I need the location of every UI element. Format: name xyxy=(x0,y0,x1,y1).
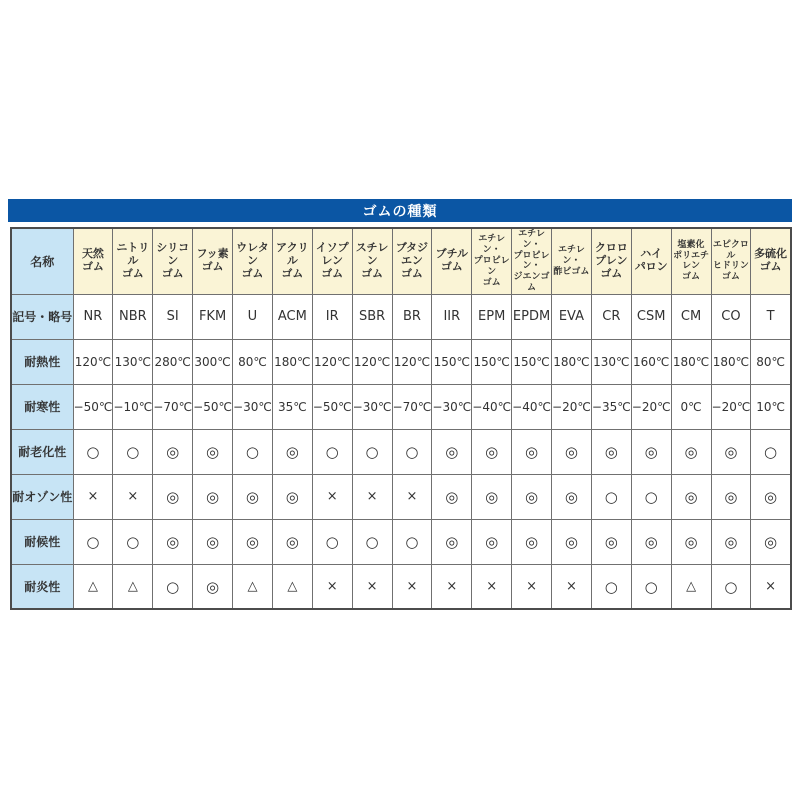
table-row xyxy=(11,474,791,519)
cell-weather-IR: ○ xyxy=(312,519,352,564)
table-row xyxy=(11,519,791,564)
cell-flame-ACM: △ xyxy=(272,564,312,609)
column-header-NBR: ニトリル ゴム xyxy=(113,228,153,294)
cell-weather-SBR: ○ xyxy=(352,519,392,564)
cell-code-U: U xyxy=(233,294,273,339)
table-row xyxy=(11,339,791,384)
row-header: 耐炎性 xyxy=(11,564,73,609)
column-header-SBR: スチレン ゴム xyxy=(352,228,392,294)
cell-flame-EVA: × xyxy=(552,564,592,609)
cell-heat-SI: 280℃ xyxy=(153,339,193,384)
cell-flame-CM: △ xyxy=(671,564,711,609)
cell-flame-EPM: × xyxy=(472,564,512,609)
cell-heat-EPDM: 150℃ xyxy=(512,339,552,384)
cell-ozone-SBR: × xyxy=(352,474,392,519)
table-row xyxy=(11,429,791,474)
column-header-CO: エピクロル ヒドリン ゴム xyxy=(711,228,751,294)
cell-cold-IR: −50℃ xyxy=(312,384,352,429)
column-header-SI: シリコン ゴム xyxy=(153,228,193,294)
cell-ozone-CM: ◎ xyxy=(671,474,711,519)
cell-heat-NR: 120℃ xyxy=(73,339,113,384)
column-header-NR: 天然 ゴム xyxy=(73,228,113,294)
cell-aging-EPM: ◎ xyxy=(472,429,512,474)
cell-ozone-CO: ◎ xyxy=(711,474,751,519)
cell-weather-U: ◎ xyxy=(233,519,273,564)
cell-code-BR: BR xyxy=(392,294,432,339)
cell-aging-U: ○ xyxy=(233,429,273,474)
column-header-CSM: ハイ パロン xyxy=(631,228,671,294)
cell-cold-CO: −20℃ xyxy=(711,384,751,429)
cell-flame-BR: × xyxy=(392,564,432,609)
cell-code-IR: IR xyxy=(312,294,352,339)
cell-weather-CSM: ◎ xyxy=(631,519,671,564)
cell-flame-SBR: × xyxy=(352,564,392,609)
cell-flame-SI: ○ xyxy=(153,564,193,609)
column-header-IIR: ブチル ゴム xyxy=(432,228,472,294)
row-header: 記号・略号 xyxy=(11,294,73,339)
column-header-CM: 塩素化 ポリエチレン ゴム xyxy=(671,228,711,294)
cell-aging-SBR: ○ xyxy=(352,429,392,474)
cell-heat-U: 80℃ xyxy=(233,339,273,384)
cell-ozone-CR: ○ xyxy=(591,474,631,519)
cell-heat-SBR: 120℃ xyxy=(352,339,392,384)
cell-heat-FKM: 300℃ xyxy=(193,339,233,384)
cell-weather-BR: ○ xyxy=(392,519,432,564)
cell-code-CR: CR xyxy=(591,294,631,339)
cell-ozone-T: ◎ xyxy=(751,474,791,519)
cell-flame-CSM: ○ xyxy=(631,564,671,609)
cell-cold-IIR: −30℃ xyxy=(432,384,472,429)
cell-aging-CO: ◎ xyxy=(711,429,751,474)
cell-weather-EPM: ◎ xyxy=(472,519,512,564)
cell-flame-FKM: ◎ xyxy=(193,564,233,609)
column-header-EPDM: エチレン・ プロピレン・ ジエンゴム xyxy=(513,229,550,293)
cell-flame-NR: △ xyxy=(73,564,113,609)
table-row xyxy=(11,384,791,429)
cell-aging-T: ○ xyxy=(751,429,791,474)
cell-code-SI: SI xyxy=(153,294,193,339)
cell-flame-CR: ○ xyxy=(591,564,631,609)
cell-weather-EVA: ◎ xyxy=(552,519,592,564)
cell-aging-IR: ○ xyxy=(312,429,352,474)
table-row xyxy=(11,564,791,609)
cell-code-NBR: NBR xyxy=(113,294,153,339)
cell-code-CM: CM xyxy=(671,294,711,339)
cell-weather-NR: ○ xyxy=(73,519,113,564)
cell-weather-FKM: ◎ xyxy=(193,519,233,564)
column-header-IR: イソプレン ゴム xyxy=(312,228,352,294)
row-header: 耐寒性 xyxy=(11,384,73,429)
cell-code-EPM: EPM xyxy=(472,294,512,339)
cell-heat-CR: 130℃ xyxy=(591,339,631,384)
cell-ozone-SI: ◎ xyxy=(153,474,193,519)
cell-code-EPDM: EPDM xyxy=(512,294,552,339)
cell-ozone-IIR: ◎ xyxy=(432,474,472,519)
cell-cold-T: 10℃ xyxy=(751,384,791,429)
cell-cold-NR: −50℃ xyxy=(73,384,113,429)
cell-aging-CM: ◎ xyxy=(671,429,711,474)
column-header-FKM: フッ素 ゴム xyxy=(193,228,233,294)
cell-code-FKM: FKM xyxy=(193,294,233,339)
cell-heat-T: 80℃ xyxy=(751,339,791,384)
table-row xyxy=(11,228,791,294)
cell-heat-CSM: 160℃ xyxy=(631,339,671,384)
cell-ozone-NR: × xyxy=(73,474,113,519)
column-header-U: ウレタン ゴム xyxy=(233,228,273,294)
cell-heat-IR: 120℃ xyxy=(312,339,352,384)
cell-ozone-NBR: × xyxy=(113,474,153,519)
cell-ozone-BR: × xyxy=(392,474,432,519)
cell-weather-EPDM: ◎ xyxy=(512,519,552,564)
cell-aging-NBR: ○ xyxy=(113,429,153,474)
cell-cold-CM: 0℃ xyxy=(671,384,711,429)
column-header-BR: ブタジエン ゴム xyxy=(392,228,432,294)
cell-code-CSM: CSM xyxy=(631,294,671,339)
cell-code-ACM: ACM xyxy=(272,294,312,339)
cell-heat-BR: 120℃ xyxy=(392,339,432,384)
row-header: 耐オゾン性 xyxy=(11,474,73,519)
cell-aging-FKM: ◎ xyxy=(193,429,233,474)
cell-heat-EVA: 180℃ xyxy=(552,339,592,384)
cell-flame-U: △ xyxy=(233,564,273,609)
cell-cold-SBR: −30℃ xyxy=(352,384,392,429)
row-header: 耐老化性 xyxy=(11,429,73,474)
cell-heat-ACM: 180℃ xyxy=(272,339,312,384)
table-title-bar xyxy=(8,199,792,222)
table-title: ゴムの種類 xyxy=(362,203,438,220)
cell-weather-SI: ◎ xyxy=(153,519,193,564)
cell-cold-SI: −70℃ xyxy=(153,384,193,429)
column-header-EPM: エチレン・ プロピレン ゴム xyxy=(472,228,512,294)
cell-heat-CO: 180℃ xyxy=(711,339,751,384)
cell-weather-CR: ◎ xyxy=(591,519,631,564)
cell-flame-NBR: △ xyxy=(113,564,153,609)
cell-cold-ACM: 35℃ xyxy=(272,384,312,429)
cell-ozone-CSM: ○ xyxy=(631,474,671,519)
cell-aging-NR: ○ xyxy=(73,429,113,474)
cell-code-CO: CO xyxy=(711,294,751,339)
cell-code-NR: NR xyxy=(73,294,113,339)
cell-aging-ACM: ◎ xyxy=(272,429,312,474)
cell-aging-CR: ◎ xyxy=(591,429,631,474)
cell-cold-CSM: −20℃ xyxy=(631,384,671,429)
cell-code-SBR: SBR xyxy=(352,294,392,339)
row-header: 耐候性 xyxy=(11,519,73,564)
cell-cold-NBR: −10℃ xyxy=(113,384,153,429)
cell-flame-EPDM: × xyxy=(512,564,552,609)
cell-heat-CM: 180℃ xyxy=(671,339,711,384)
cell-cold-FKM: −50℃ xyxy=(193,384,233,429)
cell-cold-EPM: −40℃ xyxy=(472,384,512,429)
cell-cold-BR: −70℃ xyxy=(392,384,432,429)
cell-aging-CSM: ◎ xyxy=(631,429,671,474)
cell-heat-IIR: 150℃ xyxy=(432,339,472,384)
rubber-types-table xyxy=(10,227,792,610)
cell-flame-CO: ○ xyxy=(711,564,751,609)
cell-heat-NBR: 130℃ xyxy=(113,339,153,384)
cell-weather-NBR: ○ xyxy=(113,519,153,564)
cell-code-IIR: IIR xyxy=(432,294,472,339)
cell-weather-CO: ◎ xyxy=(711,519,751,564)
cell-aging-BR: ○ xyxy=(392,429,432,474)
cell-flame-IR: × xyxy=(312,564,352,609)
column-header-CR: クロロ プレン ゴム xyxy=(591,228,631,294)
cell-ozone-ACM: ◎ xyxy=(272,474,312,519)
cell-code-EVA: EVA xyxy=(552,294,592,339)
cell-code-T: T xyxy=(751,294,791,339)
cell-ozone-FKM: ◎ xyxy=(193,474,233,519)
cell-ozone-EVA: ◎ xyxy=(552,474,592,519)
cell-weather-IIR: ◎ xyxy=(432,519,472,564)
row-header: 名称 xyxy=(11,228,73,294)
cell-weather-CM: ◎ xyxy=(671,519,711,564)
cell-aging-SI: ◎ xyxy=(153,429,193,474)
cell-cold-U: −30℃ xyxy=(233,384,273,429)
cell-aging-EPDM: ◎ xyxy=(512,429,552,474)
cell-ozone-IR: × xyxy=(312,474,352,519)
cell-flame-T: × xyxy=(751,564,791,609)
cell-weather-T: ◎ xyxy=(751,519,791,564)
cell-ozone-EPDM: ◎ xyxy=(512,474,552,519)
cell-cold-EPDM: −40℃ xyxy=(512,384,552,429)
cell-ozone-U: ◎ xyxy=(233,474,273,519)
cell-cold-EVA: −20℃ xyxy=(552,384,592,429)
table-row xyxy=(11,294,791,339)
cell-cold-CR: −35℃ xyxy=(591,384,631,429)
cell-heat-EPM: 150℃ xyxy=(472,339,512,384)
rubber-table-body xyxy=(11,228,791,609)
cell-aging-EVA: ◎ xyxy=(552,429,592,474)
cell-aging-IIR: ◎ xyxy=(432,429,472,474)
column-header-ACM: アクリル ゴム xyxy=(272,228,312,294)
cell-weather-ACM: ◎ xyxy=(272,519,312,564)
column-header-EVA: エチレン・ 酢ビゴム xyxy=(552,228,592,294)
cell-ozone-EPM: ◎ xyxy=(472,474,512,519)
cell-flame-IIR: × xyxy=(432,564,472,609)
row-header: 耐熱性 xyxy=(11,339,73,384)
column-header-T: 多硫化 ゴム xyxy=(751,228,791,294)
